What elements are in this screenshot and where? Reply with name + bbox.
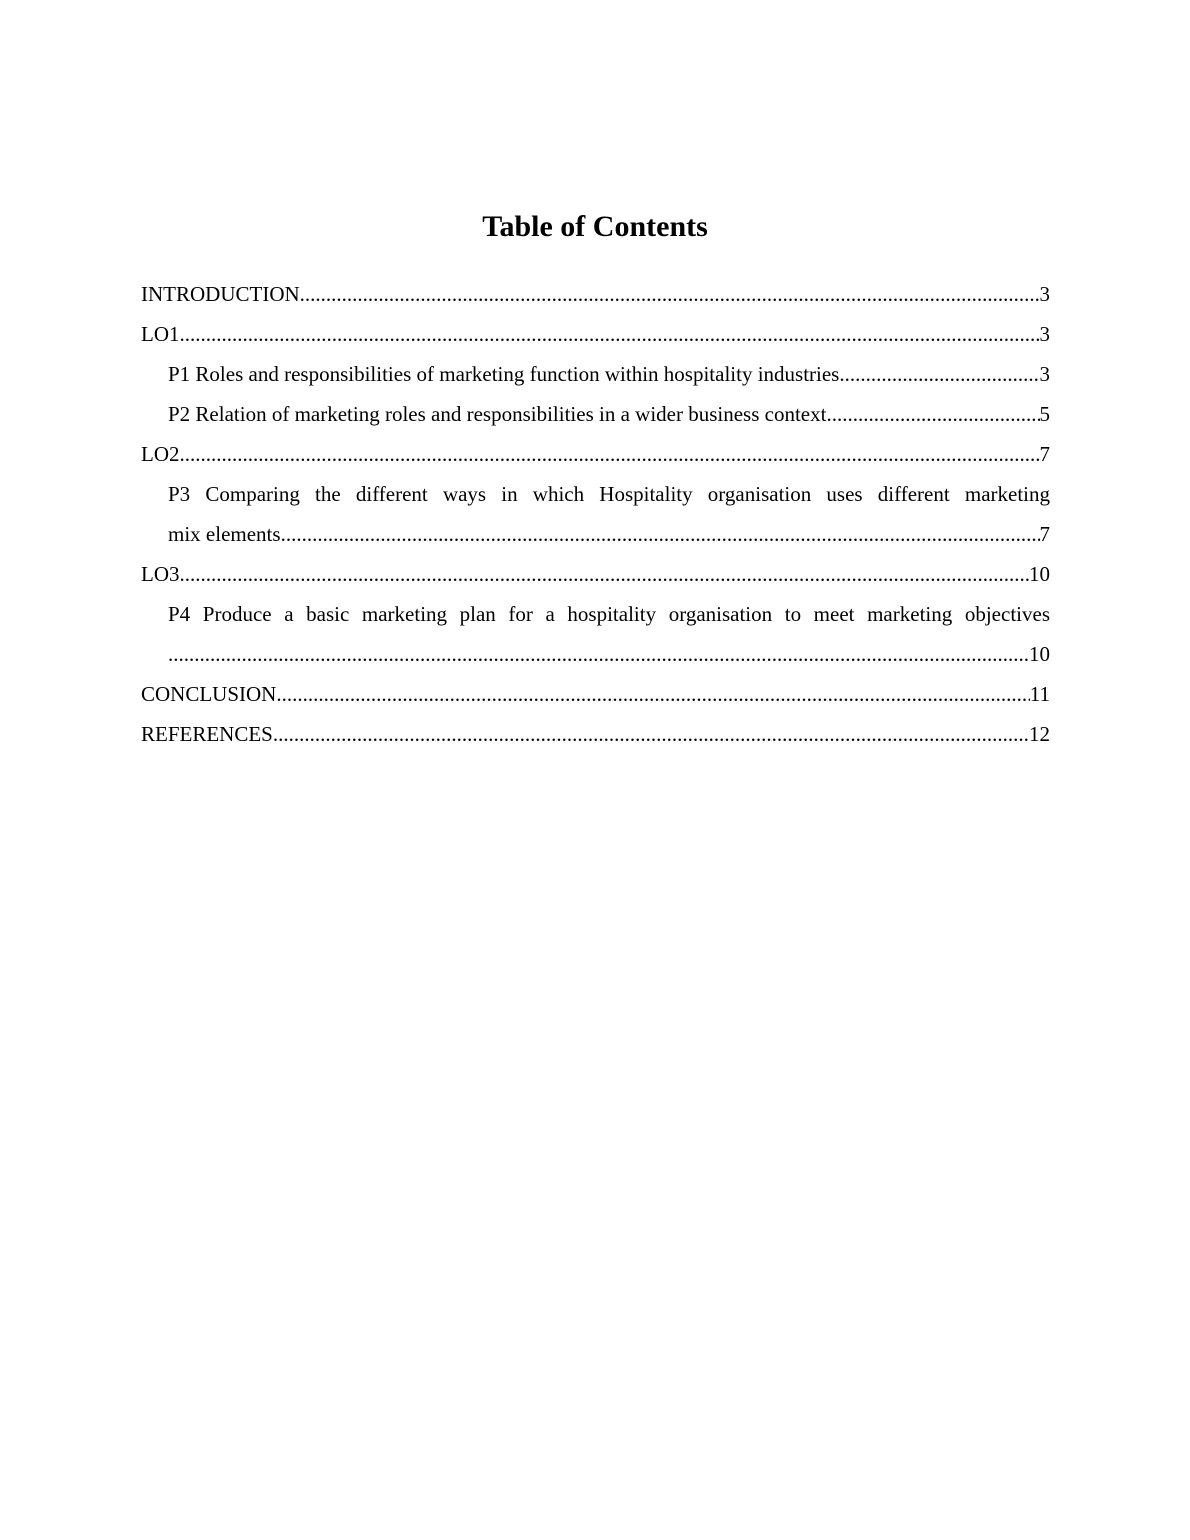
page-title: Table of Contents bbox=[482, 210, 708, 243]
toc-page: 3 bbox=[1039, 322, 1050, 346]
toc-label: P2 Relation of marketing roles and responsibilities in a wider business context bbox=[168, 402, 827, 426]
toc-entry-introduction[interactable] bbox=[141, 274, 1050, 314]
toc-entry-p2[interactable] bbox=[141, 394, 1050, 434]
toc-entry-p3[interactable] bbox=[141, 474, 1050, 554]
dot-leader bbox=[839, 354, 1039, 394]
dot-leader bbox=[276, 674, 1029, 714]
dot-leader bbox=[300, 274, 1040, 314]
toc-label: CONCLUSION bbox=[141, 682, 277, 706]
dot-leader bbox=[281, 514, 1040, 554]
dot-leader bbox=[273, 714, 1029, 754]
toc-page: 11 bbox=[1029, 682, 1050, 706]
toc-label: REFERENCES bbox=[141, 722, 273, 746]
toc-page: 10 bbox=[1029, 642, 1050, 666]
table-of-contents bbox=[141, 274, 1050, 754]
toc-label-line1: P3 Comparing the different ways in which Hospitality organisation uses different marketing bbox=[168, 482, 1050, 506]
toc-label-line1: P4 Produce a basic marketing plan for a hospitality organisation to meet marketing objectives bbox=[168, 602, 1050, 626]
toc-entry-lo2[interactable] bbox=[141, 434, 1050, 474]
toc-label: LO3 bbox=[141, 562, 180, 586]
toc-entry-p4[interactable] bbox=[141, 594, 1050, 674]
dot-leader bbox=[180, 314, 1040, 354]
toc-entry-p1[interactable] bbox=[141, 354, 1050, 394]
toc-label-line2: mix elements bbox=[168, 522, 281, 546]
toc-entry-conclusion[interactable] bbox=[141, 674, 1050, 714]
toc-page: 7 bbox=[1039, 522, 1050, 546]
toc-page: 5 bbox=[1039, 402, 1050, 426]
toc-page: 3 bbox=[1039, 282, 1050, 306]
toc-entry-references[interactable] bbox=[141, 714, 1050, 754]
toc-label: LO2 bbox=[141, 442, 180, 466]
toc-label: INTRODUCTION bbox=[141, 282, 300, 306]
toc-entry-lo3[interactable] bbox=[141, 554, 1050, 594]
dot-leader bbox=[180, 434, 1040, 474]
toc-page: 10 bbox=[1029, 562, 1050, 586]
toc-entry-lo1[interactable] bbox=[141, 314, 1050, 354]
dot-leader bbox=[168, 634, 1029, 674]
dot-leader bbox=[826, 394, 1039, 434]
dot-leader bbox=[180, 554, 1030, 594]
toc-page: 3 bbox=[1039, 362, 1050, 386]
toc-label: LO1 bbox=[141, 322, 180, 346]
toc-page: 7 bbox=[1039, 442, 1050, 466]
toc-label: P1 Roles and responsibilities of marketing function within hospitality industries bbox=[168, 362, 840, 386]
toc-page: 12 bbox=[1029, 722, 1050, 746]
